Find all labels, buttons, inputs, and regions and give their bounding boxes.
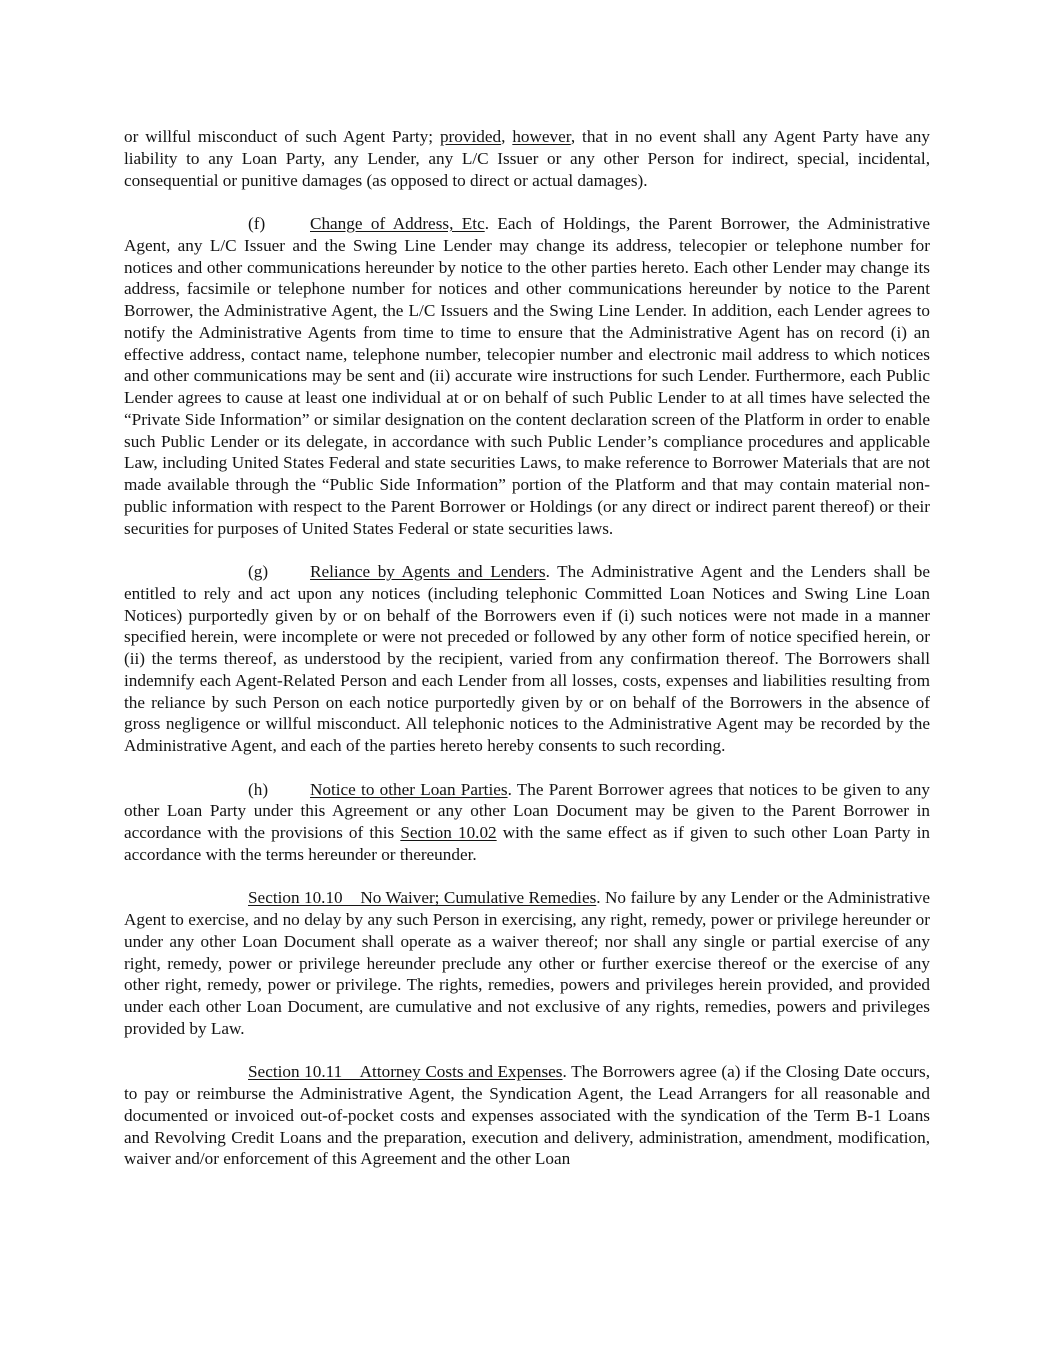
- provided-term: provided: [439, 127, 502, 146]
- heading-change-of-address: Change of Address, Etc: [310, 214, 485, 233]
- document-page: [124, 126, 930, 1192]
- clause-marker-g: (g): [248, 562, 269, 581]
- heading-reliance: Reliance by Agents and Lenders: [310, 562, 546, 581]
- however-term: however: [512, 127, 571, 146]
- paragraph-f: (f) Change of Address, Etc. Each of Holdings, the Parent Borrower, the Administrative Agent, any L/C Issuer and the Swing Line Lender may change its address, telecopier or telephone number for notices and other communications hereunder by notice to the other parties hereto. Each other Lender may change its address, facsimile or telephone number for notices and other communications hereunder by notice to the Parent Borrower, the Administrative Agent, the L/C Issuers and the Swing Line Lender. In addition, each Lender agrees to notify the Administrative Agents from time to time to ensure that the Administrative Agent has on record (i) an effective address, contact name, telephone number, telecopier number and electronic mail address to which notices and other communications may be sent and (ii) accurate wire instructions for such Lender. Furthermore, each Public Lender agrees to cause at least one individual at or on behalf of such Public Lender to at all times have selected the “Private Side Information” or similar designation on the content declaration screen of the Platform in order to enable such Public Lender or its delegate, in accordance with such Public Lender’s compliance procedures and applicable Law, including United States Federal and state securities Laws, to make reference to Borrower Materials that are not made available through the “Public Side Information” portion of the Platform and that may contain material non-public information with respect to the Parent Borrower or Holdings (or any direct or indirect parent thereof) or their securities for purposes of United States Federal or state securities laws.: [124, 214, 930, 538]
- heading-section-10-10: Section 10.10 No Waiver; Cumulative Remedies: [248, 888, 597, 908]
- section-10-11: Section 10.11 Attorney Costs and Expenses. The Borrowers agree (a) if the Closing Date occurs, to pay or reimburse the Administrative Agent, the Syndication Agent, the Lead Arrangers for all reasonable and documented or invoiced out-of-pocket costs and expenses associated with the syndication of the Term B-1 Loans and Revolving Credit Loans and the preparation, execution and delivery, administration, amendment, modification, waiver and/or enforcement of this Agreement and the other Loan: [124, 1062, 930, 1169]
- clause-marker-f: (f): [248, 214, 266, 233]
- clause-marker-h: (h): [248, 779, 269, 799]
- heading-notice-other-loan-parties: Notice to other Loan Parties: [310, 779, 508, 799]
- paragraph-h: (h) Notice to other Loan Parties. The Parent Borrower agrees that notices to be given to any other Loan Party under this Agreement or any other Loan Document may be given to the Parent Borrower in accordance with the provisions of this Section 10.02 with the same effect as if given to such other Loan Party in accordance with the terms hereunder or thereunder.: [124, 779, 930, 864]
- paragraph-g: (g) Reliance by Agents and Lenders. The Administrative Agent and the Lenders shall be entitled to rely and act upon any notices (including telephonic Committed Loan Notices and Swing Line Loan Notices) purportedly given by or on behalf of the Borrowers even if (i) such notices were not made in a manner specified herein, were incomplete or were not preceded or followed by any other form of notice specified herein, or (ii) the terms thereof, as understood by the recipient, varied from any confirmation thereof. The Borrowers shall indemnify each Agent-Related Person and each Lender from all losses, costs, expenses and liabilities resulting from the reliance by such Person on each notice purportedly given by or on behalf of the Borrowers in the absence of gross negligence or willful misconduct. All telephonic notices to the Administrative Agent may be recorded by the Administrative Agent, and each of the parties hereto hereby consents to such recording.: [124, 562, 930, 755]
- section-reference: Section 10.02: [400, 823, 497, 842]
- heading-section-10-11: Section 10.11 Attorney Costs and Expenses: [248, 1062, 563, 1082]
- paragraph-continuation: or willful misconduct of such Agent Party; provided, however, that in no event shall any Agent Party have any liability to any Loan Party, any Lender, any L/C Issuer or any other Person for indirect, special, incidental, consequential or punitive damages (as opposed to direct or actual damages).: [124, 127, 930, 190]
- section-10-10: Section 10.10 No Waiver; Cumulative Remedies. No failure by any Lender or the Administrative Agent to exercise, and no delay by any such Person in exercising, any right, remedy, power or privilege hereunder or under any other Loan Document shall operate as a waiver thereof; nor shall any single or partial exercise of any right, remedy, power or privilege hereunder preclude any other or further exercise thereof or the exercise of any other right, remedy, power or privilege. The rights, remedies, powers and privileges herein provided, and provided under each other Loan Document, are cumulative and not exclusive of any rights, remedies, powers and privileges provided by Law.: [124, 888, 930, 1038]
